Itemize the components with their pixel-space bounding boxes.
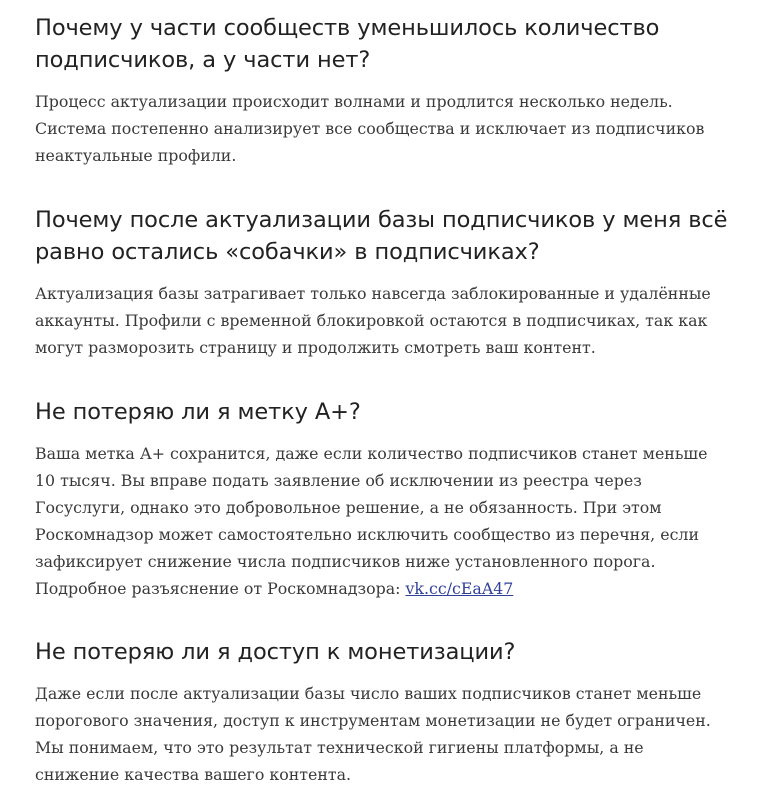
- question-line: подписчиков, а у части нет?: [35, 47, 371, 73]
- question-line: равно остались «собачки» в подписчиках?: [35, 239, 540, 265]
- answer-line: могут разморозить страницу и продолжить смотреть ваш контент.: [35, 338, 596, 357]
- answer-line: Даже если после актуализации базы число ваших подписчиков станет меньше: [35, 684, 702, 703]
- faq-answer: [35, 440, 707, 602]
- answer-line: снижение качества вашего контента.: [35, 765, 352, 784]
- answer-line: Актуализация базы затрагивает только навсегда заблокированные и удалённые: [35, 284, 711, 303]
- faq-question: [35, 12, 704, 76]
- faq-section-a-plus-mark: [35, 396, 707, 602]
- answer-line: Госуслуги, однако это добровольное решение, а не обязанность. При этом: [35, 498, 662, 517]
- answer-line: зафиксирует снижение числа подписчиков ниже установленного порога.: [35, 552, 656, 571]
- answer-line: неактуальные профили.: [35, 146, 237, 165]
- faq-question: [35, 636, 711, 668]
- answer-line: 10 тысяч. Вы вправе подать заявление об исключении из реестра через: [35, 471, 642, 490]
- answer-line: аккаунты. Профили с временной блокировкой остаются в подписчиках, так как: [35, 311, 708, 330]
- answer-line: Роскомнадзор может самостоятельно исключить сообщество из перечня, если: [35, 525, 699, 544]
- answer-line: порогового значения, доступ к инструментам монетизации не будет ограничен.: [35, 711, 711, 730]
- question-line: Почему у части сообществ уменьшилось количество: [35, 15, 660, 41]
- faq-section-bots-remaining: [35, 204, 727, 361]
- faq-answer: [35, 88, 704, 169]
- faq-answer: [35, 680, 711, 788]
- question-line: Не потеряю ли я доступ к монетизации?: [35, 639, 516, 665]
- answer-line: Мы понимаем, что это результат технической гигиены платформы, а не: [35, 738, 644, 757]
- faq-question: [35, 204, 727, 268]
- faq-answer: [35, 280, 727, 361]
- rkn-explanation-link[interactable]: vk.cc/cEaA47: [405, 579, 514, 598]
- answer-line: Система постепенно анализирует все сообщества и исключает из подписчиков: [35, 119, 705, 138]
- answer-line: Ваша метка А+ сохранится, даже если количество подписчиков станет меньше: [35, 444, 708, 463]
- question-line: Почему после актуализации базы подписчиков у меня всё: [35, 207, 728, 233]
- answer-link-prefix: Подробное разъяснение от Роскомнадзора:: [35, 579, 406, 598]
- answer-line: Процесс актуализации происходит волнами и продлится несколько недель.: [35, 92, 673, 111]
- faq-section-subscriber-decrease: [35, 12, 704, 169]
- question-line: Не потеряю ли я метку А+?: [35, 399, 361, 425]
- faq-section-monetization: [35, 636, 711, 788]
- faq-question: [35, 396, 707, 428]
